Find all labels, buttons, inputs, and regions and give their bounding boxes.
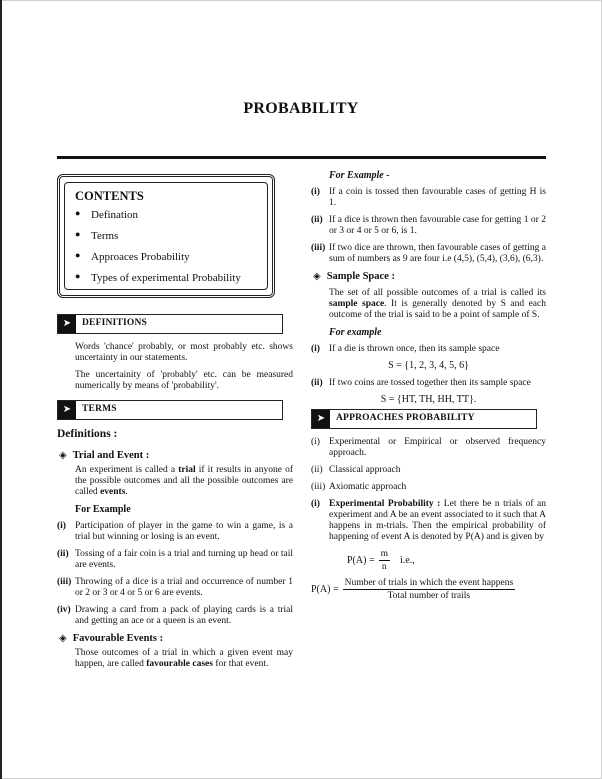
experimental-probability-item: (i) Experimental Probability : Let there be n trials of an experiment and A be an event associated to it such that A happens in m-trials. Then the empirical probability of happening of event A is denoted by P(A) and is given by: [311, 499, 546, 542]
sample-space-example: (i) If a die is thrown once, then its sample space: [311, 344, 500, 354]
favourable-example-item: (i) If a coin is tossed then favourable cases of getting H is 1.: [311, 187, 546, 208]
page-title: PROBABILITY: [243, 100, 359, 117]
approach-item: (ii) Classical approach: [311, 465, 401, 475]
contents-inner-frame: [64, 182, 268, 290]
example-item: (i) Participation of player in the game to win a game, is a trial but winning or losing is an event.: [57, 521, 293, 542]
contents-list: [75, 209, 257, 284]
diamond-icon: ◈: [59, 633, 67, 644]
definitions-section-header: [57, 314, 283, 334]
arrow-right-icon: ➤: [58, 401, 76, 419]
formula-trials-ratio: P(A) = $\frac{\text{Number of trials in which the event happens}}{\text{Total number of trails}}$: [311, 578, 514, 601]
terms-section-header: [57, 400, 283, 420]
trial-event-heading: ◈ Trial and Event :: [59, 450, 150, 461]
section-label: DEFINITIONS: [82, 318, 148, 328]
trial-paragraph: An experiment is called a trial if it results in anyone of the possible outcomes and all the possible outcomes are called events.: [75, 465, 293, 497]
contents-item: ● Approaces Probability: [75, 251, 257, 263]
left-column: [57, 174, 293, 670]
favourable-events-heading: ◈ Favourable Events :: [59, 633, 164, 644]
approach-item: (i) Experimental or Empirical or observed frequency approach.: [311, 437, 546, 458]
definitions-title: Definitions :: [57, 428, 118, 440]
definitions-paragraph: The uncertainity of 'probably' etc. can be measured numerically by means of 'probability'.: [75, 370, 293, 391]
for-example-label: For example: [329, 327, 382, 338]
arrow-right-icon: ➤: [312, 410, 330, 428]
for-example-label: For Example -: [329, 170, 390, 181]
contents-box: [57, 174, 275, 298]
sample-space-equation: S = {HT, TH, HH, TT}.: [380, 394, 477, 405]
section-label: TERMS: [82, 404, 117, 414]
contents-item: ● Types of experimental Probability: [75, 272, 257, 284]
sample-space-paragraph: The set of all possible outcomes of a trial is called its sample space. It is generally denoted by S and each outcome of the trial is said to be a point of sample of S.: [329, 288, 546, 320]
approach-item: (iii) Axiomatic approach: [311, 482, 407, 492]
contents-item: ● Defination: [75, 209, 257, 221]
sample-space-heading: ◈ Sample Space :: [313, 271, 395, 282]
favourable-example-item: (iii) If two dice are thrown, then favourable cases of getting a sum of numbers as 9 are four i.e (4,5), (5,4), (3,6), (6,3).: [311, 243, 546, 264]
title-divider: [57, 156, 546, 159]
fraction: $\frac{m}{n}$: [380, 549, 388, 572]
contents-item: ● Terms: [75, 230, 257, 242]
example-item: (ii) Tossing of a fair coin is a trial and turning up head or tail are events.: [57, 549, 293, 570]
favourable-example-item: (ii) If a dice is thrown then favourable case for getting 1 or 2 or 3 or 4 or 5 or 6, is 1.: [311, 215, 546, 236]
sample-space-example: (ii) If two coins are tossed together then its sample space: [311, 378, 531, 388]
definitions-paragraph: Words 'chance' probably, or most probably etc. shows uncertainty in our statements.: [75, 342, 293, 363]
right-column: [311, 170, 546, 601]
sample-space-equation: S = {1, 2, 3, 4, 5, 6}: [388, 360, 469, 371]
formula-m-over-n: P(A) = $\frac{m}{n}$ i.e.,: [347, 549, 415, 572]
contents-heading: CONTENTS: [75, 189, 144, 203]
example-item: (iv) Drawing a card from a pack of playing cards is a trial and getting an ace or a queen is an event.: [57, 605, 293, 626]
for-example-label: For Example: [75, 504, 131, 515]
approaches-section-header: [311, 409, 537, 429]
fraction: $\frac{\text{Number of trials in which the event happens}}{\text{Total number of trails}}$: [344, 578, 514, 601]
favourable-paragraph: Those outcomes of a trial in which a given event may happen, are called favourable cases for that event.: [75, 648, 293, 669]
example-item: (iii) Throwing of a dice is a trial and occurrence of number 1 or 2 or 3 or 4 or 5 or 6 are events.: [57, 577, 293, 598]
arrow-right-icon: ➤: [58, 315, 76, 333]
diamond-icon: ◈: [59, 450, 67, 461]
section-label: APPROACHES PROBABILITY: [336, 413, 475, 423]
diamond-icon: ◈: [313, 271, 321, 282]
